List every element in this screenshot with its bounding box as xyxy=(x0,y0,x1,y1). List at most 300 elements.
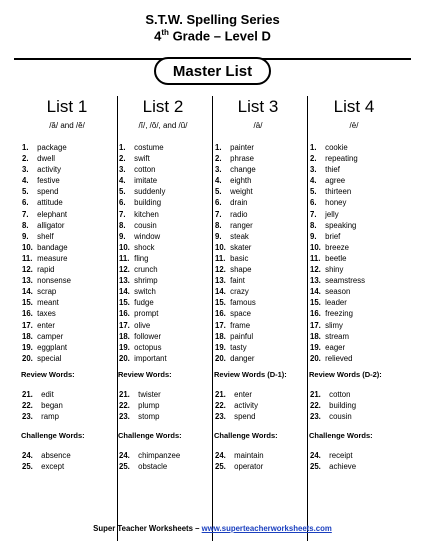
word: frame xyxy=(230,320,251,330)
item-number: 8. xyxy=(22,220,29,230)
list-item xyxy=(119,286,203,297)
list-item xyxy=(215,197,298,208)
word: rapid xyxy=(37,265,55,275)
list-item xyxy=(119,231,203,242)
list-item xyxy=(119,186,203,197)
word: steak xyxy=(230,231,249,241)
item-number: 1. xyxy=(310,143,317,152)
list-item xyxy=(22,353,107,364)
item-number: 6. xyxy=(22,198,29,208)
list-item xyxy=(119,331,203,342)
word: activity xyxy=(37,165,62,175)
list-item xyxy=(215,142,298,153)
item-number: 18. xyxy=(119,331,130,341)
word: speaking xyxy=(325,220,357,230)
item-number: 3. xyxy=(22,165,29,175)
list-item xyxy=(119,253,203,264)
list-item xyxy=(22,400,107,411)
item-number: 15. xyxy=(22,298,33,308)
list-item xyxy=(119,164,203,175)
item-number: 2. xyxy=(310,154,317,164)
review-heading: Review Words (D-2): xyxy=(309,369,382,379)
item-number: 25. xyxy=(119,462,130,472)
list-sound: /ā/ xyxy=(253,121,263,130)
item-number: 17. xyxy=(22,320,33,330)
item-number: 23. xyxy=(22,412,33,422)
list-item xyxy=(215,297,298,308)
word: seamstress xyxy=(325,276,366,286)
list-item xyxy=(310,242,394,253)
item-number: 6. xyxy=(119,198,126,208)
item-number: 19. xyxy=(215,342,226,352)
list-item xyxy=(215,231,298,242)
list-item xyxy=(215,253,298,264)
item-number: 20. xyxy=(22,353,33,363)
list-item xyxy=(119,242,203,253)
list-item xyxy=(22,197,107,208)
word: change xyxy=(230,165,256,175)
list-item xyxy=(310,320,394,331)
list-item xyxy=(310,450,394,461)
list-item xyxy=(215,220,298,231)
list-item xyxy=(22,264,107,275)
word: follower xyxy=(134,331,162,341)
list-item xyxy=(22,411,107,422)
word: building xyxy=(329,400,357,410)
item-number: 23. xyxy=(215,412,226,422)
item-number: 7. xyxy=(119,209,126,219)
list-item xyxy=(22,342,107,353)
item-number: 1. xyxy=(215,143,222,152)
footer-brand: Super Teacher Worksheets xyxy=(93,524,193,533)
challenge-words xyxy=(117,450,203,472)
list-item xyxy=(119,264,203,275)
item-number: 20. xyxy=(310,353,321,363)
list-heading: List 1 xyxy=(46,97,88,116)
list-item xyxy=(22,175,107,186)
list-heading: List 2 xyxy=(142,97,184,116)
item-number: 18. xyxy=(310,331,321,341)
item-number: 21. xyxy=(215,389,226,399)
word: eighth xyxy=(230,176,252,186)
list-item xyxy=(310,286,394,297)
word: operator xyxy=(234,462,264,472)
list-item xyxy=(215,342,298,353)
word: painful xyxy=(230,331,254,341)
item-number: 22. xyxy=(119,400,130,410)
item-number: 11. xyxy=(119,253,130,263)
item-number: 5. xyxy=(119,187,126,197)
word: obstacle xyxy=(138,462,168,472)
word: measure xyxy=(37,253,68,263)
list-item xyxy=(215,186,298,197)
item-number: 7. xyxy=(215,209,222,219)
grade-level xyxy=(0,28,425,43)
item-number: 1. xyxy=(119,143,126,152)
list-item xyxy=(310,297,394,308)
word: eggplant xyxy=(37,342,68,352)
item-number: 14. xyxy=(310,287,321,297)
word: elephant xyxy=(37,209,68,219)
list-item xyxy=(310,331,394,342)
list-item xyxy=(310,342,394,353)
list-item xyxy=(310,264,394,275)
word: crunch xyxy=(134,265,158,275)
list-item xyxy=(22,231,107,242)
word: enter xyxy=(37,320,55,330)
word: fling xyxy=(134,253,149,263)
spelling-words xyxy=(20,142,107,364)
list-item xyxy=(215,264,298,275)
item-number: 14. xyxy=(215,287,226,297)
list-item xyxy=(310,253,394,264)
word: space xyxy=(230,309,251,319)
item-number: 8. xyxy=(119,220,126,230)
list-item xyxy=(215,286,298,297)
word: prompt xyxy=(134,309,159,319)
item-number: 11. xyxy=(215,253,226,263)
review-heading: Review Words (D-1): xyxy=(214,369,287,379)
item-number: 10. xyxy=(215,242,226,252)
item-number: 9. xyxy=(119,231,126,241)
word: chimpanzee xyxy=(138,451,181,461)
list-item xyxy=(310,411,394,422)
item-number: 24. xyxy=(215,451,226,461)
word: relieved xyxy=(325,353,353,363)
word: ranger xyxy=(230,220,253,230)
item-number: 23. xyxy=(310,412,321,422)
list-item xyxy=(215,461,298,472)
spelling-words xyxy=(213,142,298,364)
word: meant xyxy=(37,298,59,308)
list-item xyxy=(22,153,107,164)
item-number: 13. xyxy=(119,276,130,286)
word: shelf xyxy=(37,231,54,241)
item-number: 20. xyxy=(215,353,226,363)
grade-suffix: th xyxy=(161,28,169,37)
item-number: 10. xyxy=(310,242,321,252)
item-number: 14. xyxy=(22,287,33,297)
word-list-column xyxy=(213,97,298,472)
item-number: 21. xyxy=(22,389,33,399)
word: skater xyxy=(230,242,252,252)
word: cookie xyxy=(325,143,348,152)
word: tasty xyxy=(230,342,247,352)
list-item xyxy=(310,389,394,400)
word: important xyxy=(134,353,167,363)
word: shrimp xyxy=(134,276,158,286)
item-number: 7. xyxy=(310,209,317,219)
item-number: 16. xyxy=(310,309,321,319)
list-item xyxy=(119,297,203,308)
word: cotton xyxy=(329,389,351,399)
word: enter xyxy=(234,389,252,399)
item-number: 23. xyxy=(119,412,130,422)
list-sound: /ē/ xyxy=(349,121,359,130)
item-number: 18. xyxy=(22,331,33,341)
word: scrap xyxy=(37,287,57,297)
item-number: 12. xyxy=(310,265,321,275)
word: cotton xyxy=(134,165,156,175)
list-item xyxy=(22,142,107,153)
word-list-column xyxy=(308,97,394,472)
word-list-column xyxy=(20,97,107,472)
word: switch xyxy=(134,287,156,297)
word: building xyxy=(134,198,162,208)
list-item xyxy=(22,297,107,308)
word: basic xyxy=(230,253,249,263)
word: ramp xyxy=(41,412,59,422)
list-item xyxy=(215,353,298,364)
list-item xyxy=(22,186,107,197)
word: except xyxy=(41,462,65,472)
list-item xyxy=(22,286,107,297)
item-number: 13. xyxy=(22,276,33,286)
list-item xyxy=(119,197,203,208)
challenge-heading: Challenge Words: xyxy=(214,431,278,441)
word: dwell xyxy=(37,154,55,164)
word: thief xyxy=(325,165,340,175)
list-item xyxy=(215,320,298,331)
item-number: 8. xyxy=(215,220,222,230)
item-number: 25. xyxy=(22,462,33,472)
word: bandage xyxy=(37,242,68,252)
list-item xyxy=(119,450,203,461)
list-item xyxy=(22,253,107,264)
list-item xyxy=(215,400,298,411)
list-item xyxy=(119,142,203,153)
list-item xyxy=(22,461,107,472)
list-item xyxy=(119,320,203,331)
word: crazy xyxy=(230,287,249,297)
review-words xyxy=(117,389,203,422)
word: stomp xyxy=(138,412,160,422)
word: plump xyxy=(138,400,160,410)
item-number: 14. xyxy=(119,287,130,297)
word: beetle xyxy=(325,253,347,263)
word: shock xyxy=(134,242,155,252)
word: spend xyxy=(37,187,59,197)
item-number: 24. xyxy=(310,451,321,461)
word: absence xyxy=(41,451,71,461)
list-item xyxy=(119,308,203,319)
item-number: 1. xyxy=(22,143,29,152)
word: phrase xyxy=(230,154,255,164)
list-item xyxy=(22,220,107,231)
spelling-words xyxy=(117,142,203,364)
word: imitate xyxy=(134,176,158,186)
item-number: 16. xyxy=(215,309,226,319)
word: activity xyxy=(234,400,259,410)
list-item xyxy=(215,164,298,175)
list-item xyxy=(119,175,203,186)
list-item xyxy=(119,209,203,220)
item-number: 10. xyxy=(22,242,33,252)
item-number: 15. xyxy=(215,298,226,308)
challenge-heading: Challenge Words: xyxy=(21,431,85,441)
review-words xyxy=(213,389,298,422)
list-heading: List 4 xyxy=(333,97,375,116)
item-number: 20. xyxy=(119,353,130,363)
list-item xyxy=(215,411,298,422)
master-list-title: Master List xyxy=(154,57,271,85)
list-item xyxy=(119,411,203,422)
word: brief xyxy=(325,231,341,241)
challenge-words xyxy=(213,450,298,472)
word: twister xyxy=(138,389,161,399)
word: receipt xyxy=(329,451,353,461)
word: octopus xyxy=(134,342,162,352)
grade-number: 4 xyxy=(154,28,162,44)
item-number: 6. xyxy=(215,198,222,208)
word: danger xyxy=(230,353,255,363)
list-item xyxy=(22,275,107,286)
word: stream xyxy=(325,331,350,341)
item-number: 6. xyxy=(310,198,317,208)
item-number: 19. xyxy=(22,342,33,352)
word: cousin xyxy=(329,412,352,422)
list-item xyxy=(310,186,394,197)
item-number: 19. xyxy=(310,342,321,352)
word: faint xyxy=(230,276,245,286)
word: radio xyxy=(230,209,248,219)
item-number: 4. xyxy=(22,176,29,186)
word: window xyxy=(134,231,161,241)
item-number: 9. xyxy=(22,231,29,241)
item-number: 3. xyxy=(215,165,222,175)
list-item xyxy=(22,450,107,461)
review-words xyxy=(20,389,107,422)
item-number: 12. xyxy=(119,265,130,275)
word: slimy xyxy=(325,320,343,330)
list-item xyxy=(119,342,203,353)
list-heading: List 3 xyxy=(237,97,279,116)
list-item xyxy=(215,209,298,220)
list-item xyxy=(119,389,203,400)
list-item xyxy=(215,275,298,286)
word: shape xyxy=(230,265,252,275)
list-item xyxy=(119,275,203,286)
list-item xyxy=(22,209,107,220)
word: suddenly xyxy=(134,187,166,197)
item-number: 10. xyxy=(119,242,130,252)
word: special xyxy=(37,353,62,363)
word: eager xyxy=(325,342,346,352)
review-heading: Review Words: xyxy=(21,369,75,379)
item-number: 25. xyxy=(310,462,321,472)
review-words xyxy=(308,389,394,422)
list-item xyxy=(215,242,298,253)
word: achieve xyxy=(329,462,357,472)
item-number: 4. xyxy=(310,176,317,186)
item-number: 15. xyxy=(310,298,321,308)
word: agree xyxy=(325,176,346,186)
item-number: 11. xyxy=(310,253,321,263)
item-number: 4. xyxy=(215,176,222,186)
word: attitude xyxy=(37,198,63,208)
list-item xyxy=(22,242,107,253)
word: began xyxy=(41,400,63,410)
item-number: 5. xyxy=(215,187,222,197)
list-item xyxy=(22,308,107,319)
word: package xyxy=(37,143,67,152)
item-number: 15. xyxy=(119,298,130,308)
word-list-column xyxy=(117,97,203,472)
item-number: 2. xyxy=(22,154,29,164)
item-number: 3. xyxy=(119,165,126,175)
word: kitchen xyxy=(134,209,159,219)
item-number: 13. xyxy=(310,276,321,286)
list-item xyxy=(310,197,394,208)
list-item xyxy=(310,400,394,411)
list-item xyxy=(310,153,394,164)
list-item xyxy=(22,389,107,400)
challenge-heading: Challenge Words: xyxy=(309,431,373,441)
challenge-words xyxy=(308,450,394,472)
word: thirteen xyxy=(325,187,352,197)
item-number: 24. xyxy=(119,451,130,461)
word: camper xyxy=(37,331,64,341)
word: olive xyxy=(134,320,151,330)
list-item xyxy=(22,320,107,331)
item-number: 25. xyxy=(215,462,226,472)
list-item xyxy=(119,220,203,231)
word: festive xyxy=(37,176,60,186)
word: fudge xyxy=(134,298,154,308)
item-number: 5. xyxy=(22,187,29,197)
list-item xyxy=(22,164,107,175)
list-sound: /ă/ and /ĕ/ xyxy=(49,121,85,130)
footer-dash: – xyxy=(192,524,202,533)
list-item xyxy=(215,450,298,461)
list-item xyxy=(310,275,394,286)
item-number: 21. xyxy=(119,389,130,399)
item-number: 11. xyxy=(22,253,33,263)
word: freezing xyxy=(325,309,353,319)
item-number: 19. xyxy=(119,342,130,352)
list-item xyxy=(119,153,203,164)
list-item xyxy=(310,209,394,220)
challenge-heading: Challenge Words: xyxy=(118,431,182,441)
word: swift xyxy=(134,154,150,164)
list-item xyxy=(215,175,298,186)
list-item xyxy=(310,308,394,319)
item-number: 22. xyxy=(215,400,226,410)
list-sound: /ĭ/, /ŏ/, and /ŭ/ xyxy=(138,121,188,130)
item-number: 2. xyxy=(119,154,126,164)
word: jelly xyxy=(325,209,339,219)
item-number: 9. xyxy=(215,231,222,241)
list-item xyxy=(215,153,298,164)
list-item xyxy=(310,461,394,472)
footer-link[interactable]: www.superteacherworksheets.com xyxy=(201,524,332,533)
word: edit xyxy=(41,389,54,399)
list-item xyxy=(119,353,203,364)
spelling-words xyxy=(308,142,394,364)
list-item xyxy=(310,142,394,153)
word: weight xyxy=(230,187,253,197)
word: repeating xyxy=(325,154,358,164)
list-item xyxy=(215,308,298,319)
word: famous xyxy=(230,298,256,308)
item-number: 13. xyxy=(215,276,226,286)
word: painter xyxy=(230,143,255,152)
word: nonsense xyxy=(37,276,71,286)
list-item xyxy=(310,175,394,186)
item-number: 12. xyxy=(215,265,226,275)
word: taxes xyxy=(37,309,56,319)
series-title: S.T.W. Spelling Series xyxy=(145,12,280,27)
